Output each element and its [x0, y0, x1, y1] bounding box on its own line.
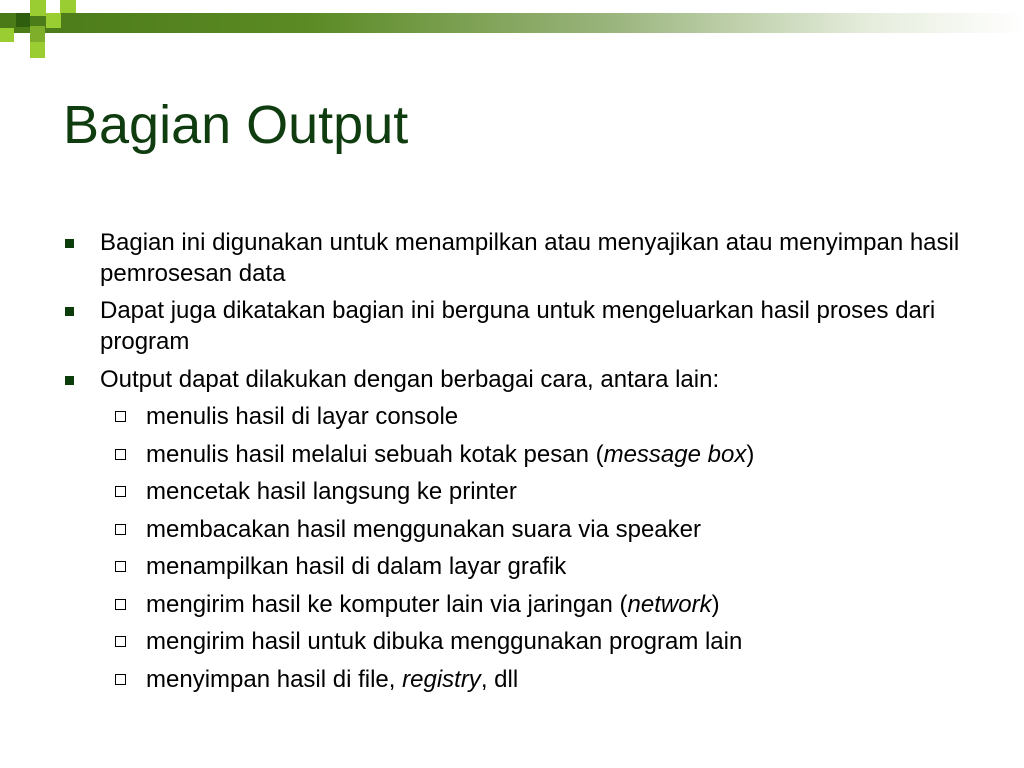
hollow-square-bullet-icon: [115, 599, 126, 610]
sub-bullet-text: mengirim hasil ke komputer lain via jaringan (network): [146, 591, 720, 618]
sub-bullet-text: menulis hasil di layar console: [146, 403, 459, 430]
square-bullet-icon: [65, 239, 74, 248]
bullet-item: [100, 227, 960, 289]
sub-bullet-item: [146, 589, 720, 620]
sub-bullet-item: [146, 514, 701, 545]
hollow-square-bullet-icon: [115, 674, 126, 685]
bullet-item: [100, 364, 960, 395]
sub-bullet-text: mencetak hasil langsung ke printer: [146, 478, 517, 505]
sub-bullet-text: menampilkan hasil di dalam layar grafik: [146, 553, 567, 580]
sub-bullet-text: menulis hasil melalui sebuah kotak pesan (message box): [146, 441, 755, 468]
square-bullet-icon: [65, 307, 74, 316]
sub-bullet-item: [146, 626, 742, 657]
hollow-square-bullet-icon: [115, 449, 126, 460]
hollow-square-bullet-icon: [115, 486, 126, 497]
sub-bullet-text: mengirim hasil untuk dibuka menggunakan program lain: [146, 628, 743, 655]
sub-bullet-item: [146, 551, 566, 582]
hollow-square-bullet-icon: [115, 636, 126, 647]
sub-bullet-item: [146, 401, 458, 432]
bullet-text: Dapat juga dikatakan bagian ini berguna untuk mengeluarkan hasil proses dari program: [100, 297, 936, 355]
square-bullet-icon: [65, 376, 74, 385]
bullet-text: Output dapat dilakukan dengan berbagai cara, antara lain:: [100, 366, 720, 393]
slide-title: Bagian Output: [63, 95, 409, 155]
sub-bullet-item: [146, 664, 518, 695]
hollow-square-bullet-icon: [115, 411, 126, 422]
sub-bullet-text: membacakan hasil menggunakan suara via speaker: [146, 516, 701, 543]
hollow-square-bullet-icon: [115, 561, 126, 572]
bullet-item: [100, 295, 960, 357]
sub-bullet-item: [146, 476, 517, 507]
hollow-square-bullet-icon: [115, 524, 126, 535]
sub-bullet-text: menyimpan hasil di file, registry, dll: [146, 666, 519, 693]
sub-bullet-item: [146, 439, 754, 470]
bullet-text: Bagian ini digunakan untuk menampilkan atau menyajikan atau menyimpan hasil pemrosesan data: [100, 229, 960, 287]
